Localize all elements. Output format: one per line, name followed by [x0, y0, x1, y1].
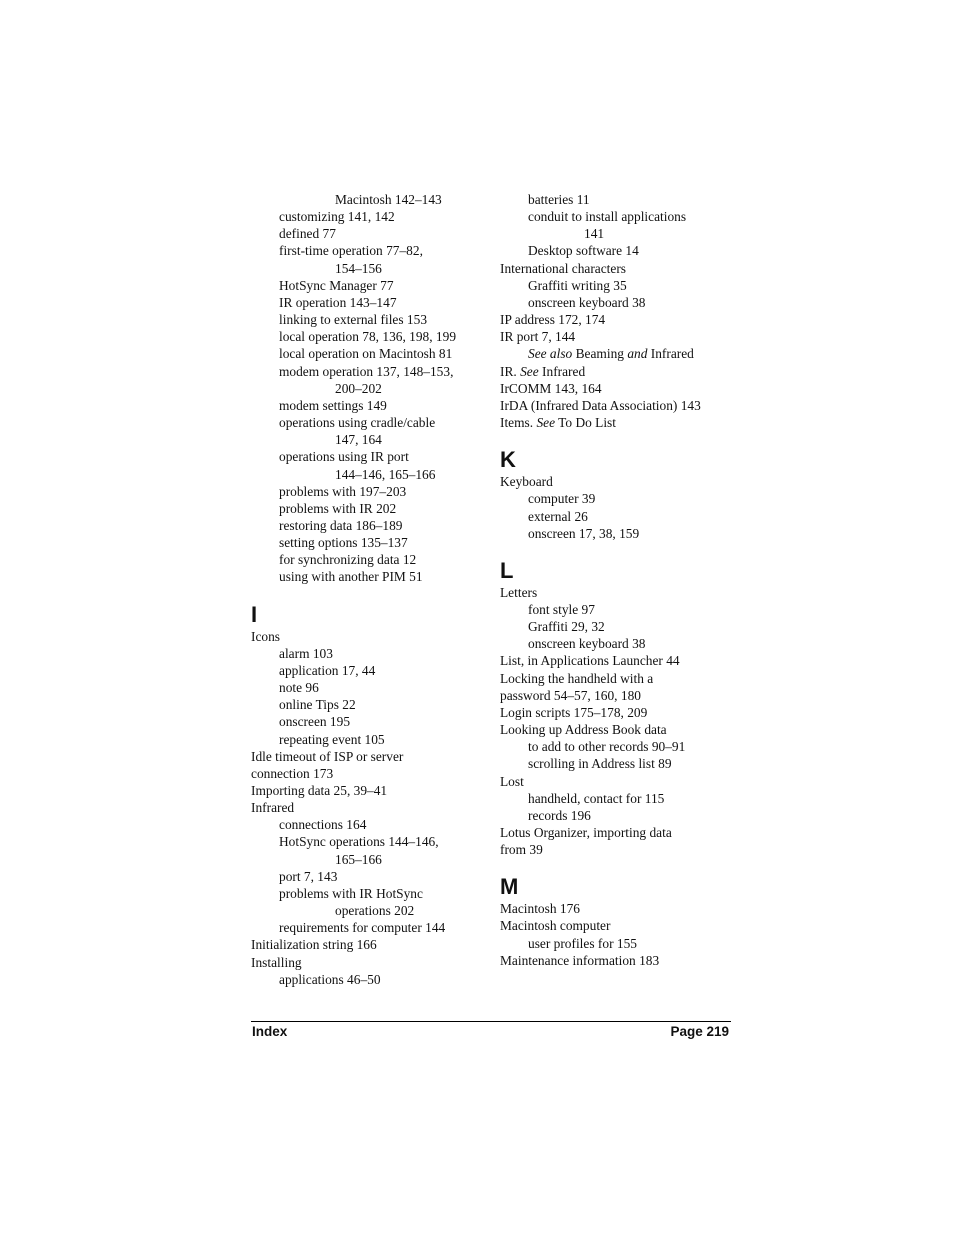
index-subentry: to add to other records 90–91: [528, 739, 686, 755]
index-entry: Lost: [500, 773, 524, 789]
index-entry: Macintosh computer: [500, 918, 611, 934]
index-subentry: online Tips 22: [279, 697, 356, 713]
index-entry: Login scripts 175–178, 209: [500, 704, 648, 720]
index-subentry: using with another PIM 51: [279, 569, 423, 585]
index-subentry: 200–202: [335, 380, 382, 396]
index-entry: Installing: [251, 954, 302, 970]
index-subentry: linking to external files 153: [279, 312, 428, 328]
index-subentry: 144–146, 165–166: [335, 466, 436, 482]
index-entry: Locking the handheld with a: [500, 670, 654, 686]
index-subentry: [500, 345, 740, 362]
index-subentry: 165–166: [335, 851, 382, 867]
cross-reference-term: and: [627, 346, 648, 362]
index-subentry: requirements for computer 144: [279, 920, 446, 936]
index-entry: International characters: [500, 260, 627, 276]
index-entry: IR port 7, 144: [500, 329, 576, 345]
index-subentry: records 196: [528, 807, 591, 823]
index-entry: Infrared: [251, 800, 295, 816]
index-entry: IrDA (Infrared Data Association) 143: [500, 397, 701, 413]
index-subentry: Macintosh 142–143: [335, 192, 442, 207]
index-entry: Maintenance information 183: [500, 952, 660, 968]
index-subentry: modem settings 149: [279, 397, 387, 413]
index-column-left: [251, 191, 483, 988]
index-subentry: operations 202: [335, 903, 415, 919]
index-subentry: problems with 197–203: [279, 483, 407, 499]
index-subentry: font style 97: [528, 601, 595, 617]
index-subentry: batteries 11: [528, 192, 590, 207]
index-subentry: alarm 103: [279, 645, 333, 661]
index-entry: Initialization string 166: [251, 937, 377, 953]
index-subentry: connections 164: [279, 817, 367, 833]
cross-reference-term: See also: [528, 346, 573, 362]
index-subentry: IR operation 143–147: [279, 294, 397, 310]
index-entry-text: Beaming: [572, 346, 628, 362]
index-entry-text: To Do List: [555, 415, 616, 431]
index-subentry: onscreen keyboard 38: [528, 294, 646, 310]
index-subentry: computer 39: [528, 491, 596, 507]
index-entry: IP address 172, 174: [500, 312, 606, 328]
footer-divider: [251, 1021, 731, 1022]
index-section-letter: L: [500, 557, 514, 583]
index-entry: Looking up Address Book data: [500, 722, 667, 738]
index-subentry: Desktop software 14: [528, 243, 639, 259]
index-column-right: [500, 191, 740, 969]
index-subentry: applications 46–50: [279, 971, 381, 987]
index-entry: IrCOMM 143, 164: [500, 380, 602, 396]
index-entry: Importing data 25, 39–41: [251, 783, 388, 798]
index-subentry: Graffiti 29, 32: [528, 619, 605, 635]
index-entry-text: Infrared: [647, 346, 694, 362]
index-entry: Keyboard: [500, 474, 553, 490]
index-subentry: local operation 78, 136, 198, 199: [279, 329, 457, 345]
index-subentry: local operation on Macintosh 81: [279, 346, 453, 362]
index-entry: List, in Applications Launcher 44: [500, 653, 680, 669]
index-subentry: application 17, 44: [279, 662, 376, 678]
index-subentry: onscreen 17, 38, 159: [528, 525, 640, 541]
index-subentry: operations using cradle/cable: [279, 415, 436, 431]
index-subentry: onscreen keyboard 38: [528, 636, 646, 652]
index-entry-text: IR.: [500, 363, 521, 379]
index-subentry: repeating event 105: [279, 731, 385, 747]
index-entry: [500, 363, 740, 380]
index-section-letter: I: [251, 601, 258, 627]
index-subentry: conduit to install applications: [528, 209, 687, 225]
index-subentry: setting options 135–137: [279, 535, 408, 551]
index-subentry: onscreen 195: [279, 714, 351, 730]
index-subentry: user profiles for 155: [528, 935, 637, 951]
cross-reference-term: See: [536, 415, 556, 431]
index-subentry: port 7, 143: [279, 868, 338, 884]
index-subentry: 154–156: [335, 260, 382, 276]
cross-reference-term: See: [520, 363, 539, 379]
index-entry: connection 173: [251, 765, 334, 781]
index-entry: Macintosh 176: [500, 901, 580, 917]
index-entry: Letters: [500, 584, 538, 600]
index-subentry: external 26: [528, 508, 588, 524]
index-subentry: operations using IR port: [279, 449, 409, 465]
index-subentry: scrolling in Address list 89: [528, 756, 672, 772]
index-subentry: note 96: [279, 680, 319, 696]
index-subentry: HotSync Manager 77: [279, 277, 394, 293]
index-subentry: Graffiti writing 35: [528, 277, 627, 293]
index-subentry: defined 77: [279, 226, 336, 242]
index-subentry: HotSync operations 144–146,: [279, 834, 439, 850]
index-entry: from 39: [500, 842, 543, 858]
index-subentry: 141: [584, 226, 605, 242]
index-entry: Idle timeout of ISP or server: [251, 748, 404, 764]
index-subentry: customizing 141, 142: [279, 209, 395, 225]
index-subentry: for synchronizing data 12: [279, 552, 417, 568]
index-entry: Icons: [251, 628, 281, 644]
index-subentry: handheld, contact for 115: [528, 790, 665, 806]
index-subentry: problems with IR HotSync: [279, 885, 423, 901]
index-section-letter: K: [500, 447, 516, 473]
index-entry-text: Items.: [500, 415, 537, 431]
index-subentry: 147, 164: [335, 432, 382, 448]
footer-page-number: Page 219: [670, 1024, 729, 1039]
index-subentry: problems with IR 202: [279, 500, 397, 516]
index-entry: [500, 414, 740, 431]
index-entry-text: Infrared: [538, 363, 586, 379]
index-subentry: first-time operation 77–82,: [279, 243, 423, 259]
index-section-letter: M: [500, 874, 519, 900]
footer-section-title: Index: [252, 1024, 288, 1039]
index-subentry: modem operation 137, 148–153,: [279, 363, 454, 379]
index-entry: password 54–57, 160, 180: [500, 687, 641, 703]
index-entry: Lotus Organizer, importing data: [500, 825, 672, 840]
index-subentry: restoring data 186–189: [279, 517, 403, 533]
